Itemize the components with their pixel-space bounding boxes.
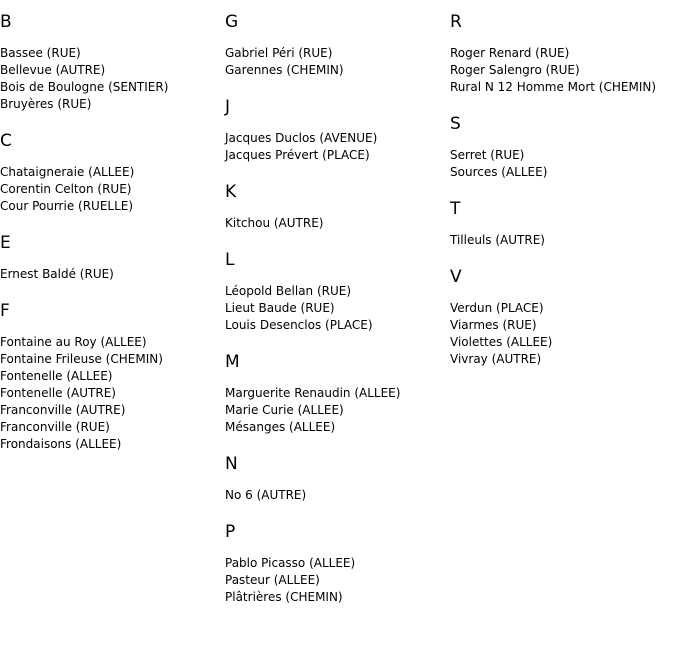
letter-heading: B [0, 12, 12, 32]
street-item: Léopold Bellan (RUE) [225, 284, 352, 298]
letter-heading: S [450, 114, 461, 134]
letter-heading: K [225, 182, 237, 202]
street-item: Lieut Baude (RUE) [225, 301, 335, 315]
street-item: Verdun (PLACE) [450, 301, 544, 315]
street-item: Viarmes (RUE) [450, 318, 537, 332]
street-list [225, 487, 447, 504]
street-item: Kitchou (AUTRE) [225, 216, 324, 230]
letter-group [450, 267, 675, 368]
street-list [450, 232, 675, 249]
street-item: Tilleuls (AUTRE) [450, 233, 545, 247]
letter-group [450, 12, 675, 96]
street-list [225, 283, 447, 334]
street-item: Sources (ALLEE) [450, 165, 548, 179]
index-column-1 [0, 0, 222, 453]
street-item: Bois de Boulogne (SENTIER) [0, 80, 169, 94]
street-item: Pablo Picasso (ALLEE) [225, 556, 356, 570]
street-item: Chataigneraie (ALLEE) [0, 165, 135, 179]
street-list [0, 45, 222, 113]
letter-group [450, 114, 675, 181]
letter-heading: P [225, 522, 236, 542]
street-item: Fontaine Frileuse (CHEMIN) [0, 352, 163, 366]
street-item: Franconville (AUTRE) [0, 403, 126, 417]
letter-group [225, 352, 447, 436]
street-item: Pasteur (ALLEE) [225, 573, 320, 587]
letter-group [225, 97, 447, 164]
street-item: Marguerite Renaudin (ALLEE) [225, 386, 401, 400]
street-list [0, 164, 222, 215]
street-list [225, 555, 447, 606]
street-item: Frondaisons (ALLEE) [0, 437, 122, 451]
street-list [225, 385, 447, 436]
letter-group [225, 522, 447, 606]
street-item: No 6 (AUTRE) [225, 488, 307, 502]
letter-heading: M [225, 352, 240, 372]
street-item: Ernest Baldé (RUE) [0, 267, 114, 281]
street-list [225, 45, 447, 79]
street-item: Marie Curie (ALLEE) [225, 403, 344, 417]
street-item: Roger Salengro (RUE) [450, 63, 580, 77]
street-item: Jacques Duclos (AVENUE) [225, 131, 378, 145]
street-list [0, 266, 222, 283]
street-list [450, 300, 675, 368]
street-list [450, 147, 675, 181]
index-column-2 [225, 0, 447, 606]
letter-group [0, 12, 222, 113]
letter-heading: F [0, 301, 10, 321]
letter-heading: J [225, 97, 231, 117]
street-item: Louis Desenclos (PLACE) [225, 318, 373, 332]
street-item: Fontaine au Roy (ALLEE) [0, 335, 147, 349]
street-item: Rural N 12 Homme Mort (CHEMIN) [450, 80, 657, 94]
letter-group [0, 301, 222, 453]
street-item: Plâtrières (CHEMIN) [225, 590, 343, 604]
street-item: Franconville (RUE) [0, 420, 110, 434]
street-list [225, 215, 447, 232]
letter-group [0, 131, 222, 215]
street-item: Fontenelle (ALLEE) [0, 369, 113, 383]
letter-group [225, 250, 447, 334]
street-list [0, 334, 222, 453]
street-item: Gabriel Péri (RUE) [225, 46, 333, 60]
letter-group [225, 12, 447, 79]
letter-heading: V [450, 267, 462, 287]
letter-heading: N [225, 454, 238, 474]
street-item: Corentin Celton (RUE) [0, 182, 132, 196]
street-item: Vivray (AUTRE) [450, 352, 542, 366]
letter-heading: C [0, 131, 12, 151]
letter-heading: T [450, 199, 461, 219]
street-item: Garennes (CHEMIN) [225, 63, 344, 77]
street-item: Bellevue (AUTRE) [0, 63, 106, 77]
letter-group [0, 233, 222, 283]
street-item: Roger Renard (RUE) [450, 46, 570, 60]
street-item: Fontenelle (AUTRE) [0, 386, 116, 400]
letter-group [225, 454, 447, 504]
index-column-3 [450, 0, 675, 368]
street-item: Violettes (ALLEE) [450, 335, 553, 349]
letter-heading: R [450, 12, 462, 32]
street-item: Bassee (RUE) [0, 46, 81, 60]
letter-group [225, 182, 447, 232]
letter-heading: G [225, 12, 239, 32]
street-item: Jacques Prévert (PLACE) [225, 148, 370, 162]
street-item: Mésanges (ALLEE) [225, 420, 336, 434]
letter-group [450, 199, 675, 249]
street-list [225, 130, 447, 164]
street-item: Bruyères (RUE) [0, 97, 92, 111]
letter-heading: L [225, 250, 235, 270]
street-item: Cour Pourrie (RUELLE) [0, 199, 134, 213]
letter-heading: E [0, 233, 11, 253]
street-list [450, 45, 675, 96]
street-item: Serret (RUE) [450, 148, 525, 162]
